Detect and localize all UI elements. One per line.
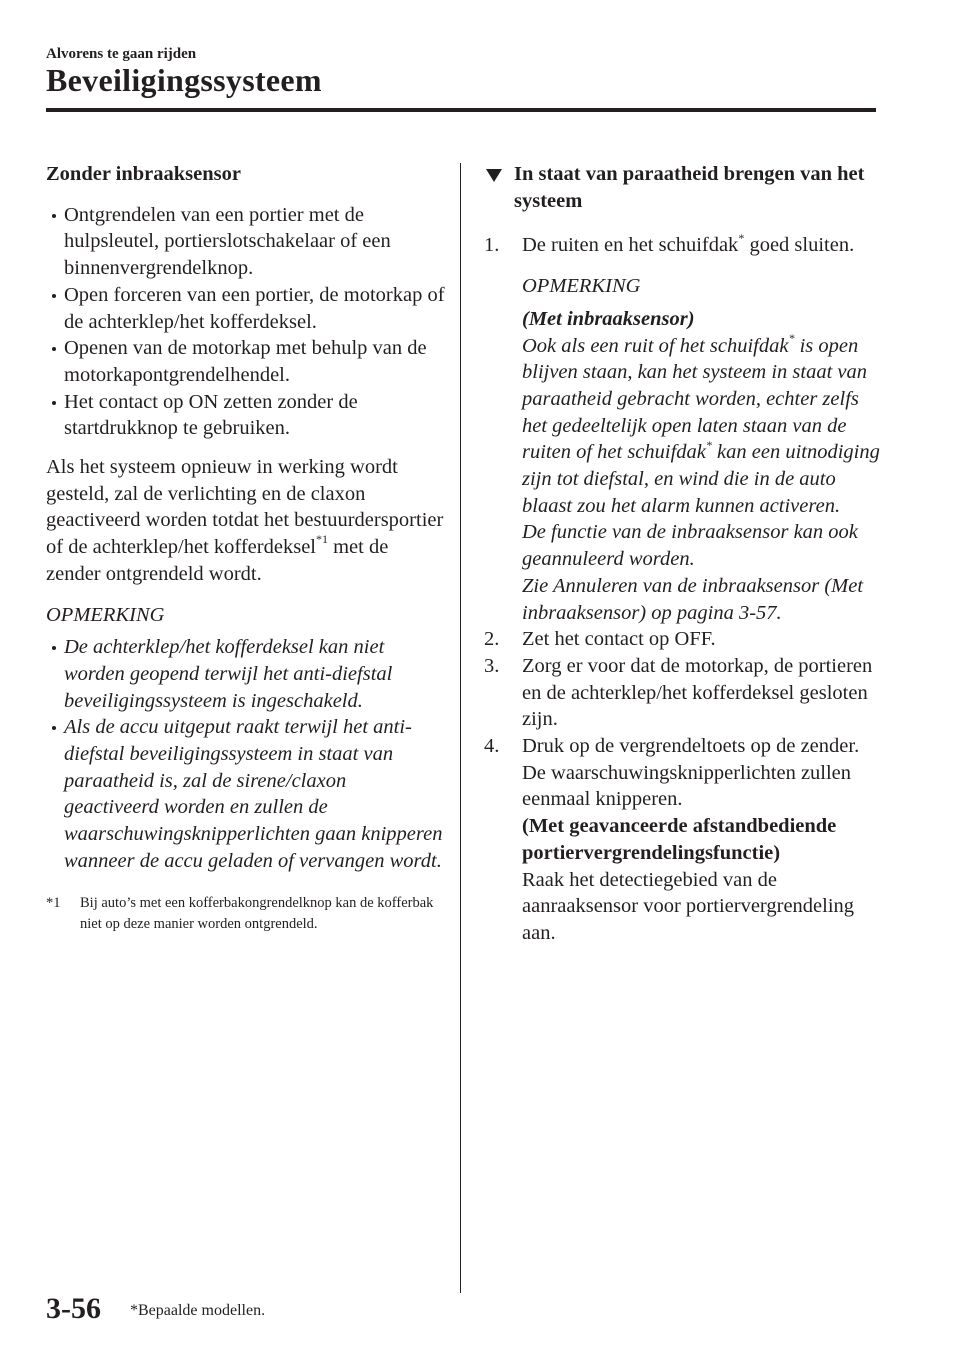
asterisk-ref: * <box>738 230 745 245</box>
note-item: Als de accu uitgeput raakt terwijl het anti-diefstal beveiligingssysteem in staat van paraatheid is, zal de sirene/claxon geactiveerd worden en zullen de waarschuwingsknipperlichten gaan knipperen wanneer de accu geladen of vervangen wordt. <box>46 714 446 874</box>
asterisk-ref: * <box>705 437 712 452</box>
list-item: Ontgrendelen van een portier met de hulpsleutel, portierslotschakelaar of een binnenvergrendelknop. <box>46 202 446 282</box>
step-item <box>484 733 884 760</box>
note-text: is open blijven staan, kan het systeem in staat van paraatheid gebracht worden, echter zelfs het gedeeltelijk open laten staan van de ruiten of het schuifdak <box>522 334 868 464</box>
note-paragraph: Zie Annuleren van de inbraaksensor (Met inbraaksensor) op pagina 3-57. <box>522 574 864 624</box>
note-label: OPMERKING <box>522 275 641 298</box>
paragraph-text: met de zender ontgrendeld wordt. <box>46 536 389 585</box>
section-title-text: In staat van paraatheid brengen van het systeem <box>514 163 865 212</box>
step-bold-paragraph: (Met geavanceerde afstandbediende portiervergrendelingsfunctie) <box>522 815 837 864</box>
note-paragraph <box>522 330 884 520</box>
step-item <box>484 653 884 733</box>
section-title <box>484 161 884 214</box>
step-number: 2. <box>484 628 500 651</box>
step-paragraph: De waarschuwingsknipperlichten zullen eenmaal knipperen. <box>522 761 852 811</box>
asterisk-ref: * <box>788 330 795 345</box>
step-number: 1. <box>484 234 500 257</box>
section-heading: Zonder inbraaksensor <box>46 163 241 185</box>
step-detail <box>484 760 884 947</box>
list-item: Het contact op ON zetten zonder de startdrukknop te gebruiken. <box>46 389 446 442</box>
page-title: Beveiligingssysteem <box>46 62 322 98</box>
note-paragraph: De functie van de inbraaksensor kan ook geannuleerd worden. <box>522 521 858 571</box>
left-column <box>46 161 446 935</box>
step-item <box>484 626 884 653</box>
step-item <box>484 232 884 259</box>
footnote <box>46 893 446 935</box>
footnote-text: Bij auto’s met een kofferbakongrendelknop kan de kofferbak niet op deze manier worden ontgrendeld. <box>80 894 434 932</box>
step-text: Druk op de vergrendeltoets op de zender. <box>522 735 860 758</box>
models-note: *Bepaalde modellen. <box>130 1302 266 1319</box>
note-text: kan een uitnodiging zijn tot diefstal, en wind die in de auto blaast zou het alarm kunnen activeren. <box>522 441 880 517</box>
title-rule <box>46 108 876 112</box>
note-item: De achterklep/het kofferdeksel kan niet worden geopend terwijl het anti-diefstal beveiligingssysteem is ingeschakeld. <box>46 634 446 714</box>
note-subtitle: (Met inbraaksensor) <box>522 307 695 330</box>
step-text: goed sluiten. <box>744 234 855 257</box>
footnote-ref: *1 <box>315 532 328 547</box>
step-paragraph: Raak het detectiegebied van de aanraaksensor voor portiervergrendeling aan. <box>522 868 855 944</box>
step-text: Zet het contact op OFF. <box>522 628 716 651</box>
chapter-label: Alvorens te gaan rijden <box>46 46 197 62</box>
triangle-bullet-icon <box>486 169 502 182</box>
step-note <box>484 273 884 626</box>
body-paragraph <box>46 454 446 588</box>
step-text: De ruiten en het schuifdak <box>522 234 739 257</box>
step-number: 3. <box>484 654 500 677</box>
step-text: Zorg er voor dat de motorkap, de portieren en de achterklep/het kofferdeksel gesloten zijn. <box>522 654 873 731</box>
step-number: 4. <box>484 735 500 758</box>
page-number: 3-56 <box>46 1292 101 1325</box>
note-text: Ook als een ruit of het schuifdak <box>522 334 789 357</box>
right-column <box>484 161 884 947</box>
note-label: OPMERKING <box>46 603 165 626</box>
list-item: Openen van de motorkap met behulp van de motorkapontgrendelhendel. <box>46 335 446 388</box>
column-divider <box>460 163 461 1293</box>
footnote-mark: *1 <box>46 894 61 911</box>
paragraph-text: Als het systeem opnieuw in werking wordt gesteld, zal de verlichting en de claxon geactiveerd worden totdat het bestuurdersportier of de achterklep/het kofferdeksel <box>46 456 444 559</box>
list-item: Open forceren van een portier, de motorkap of de achterklep/het kofferdeksel. <box>46 282 446 335</box>
